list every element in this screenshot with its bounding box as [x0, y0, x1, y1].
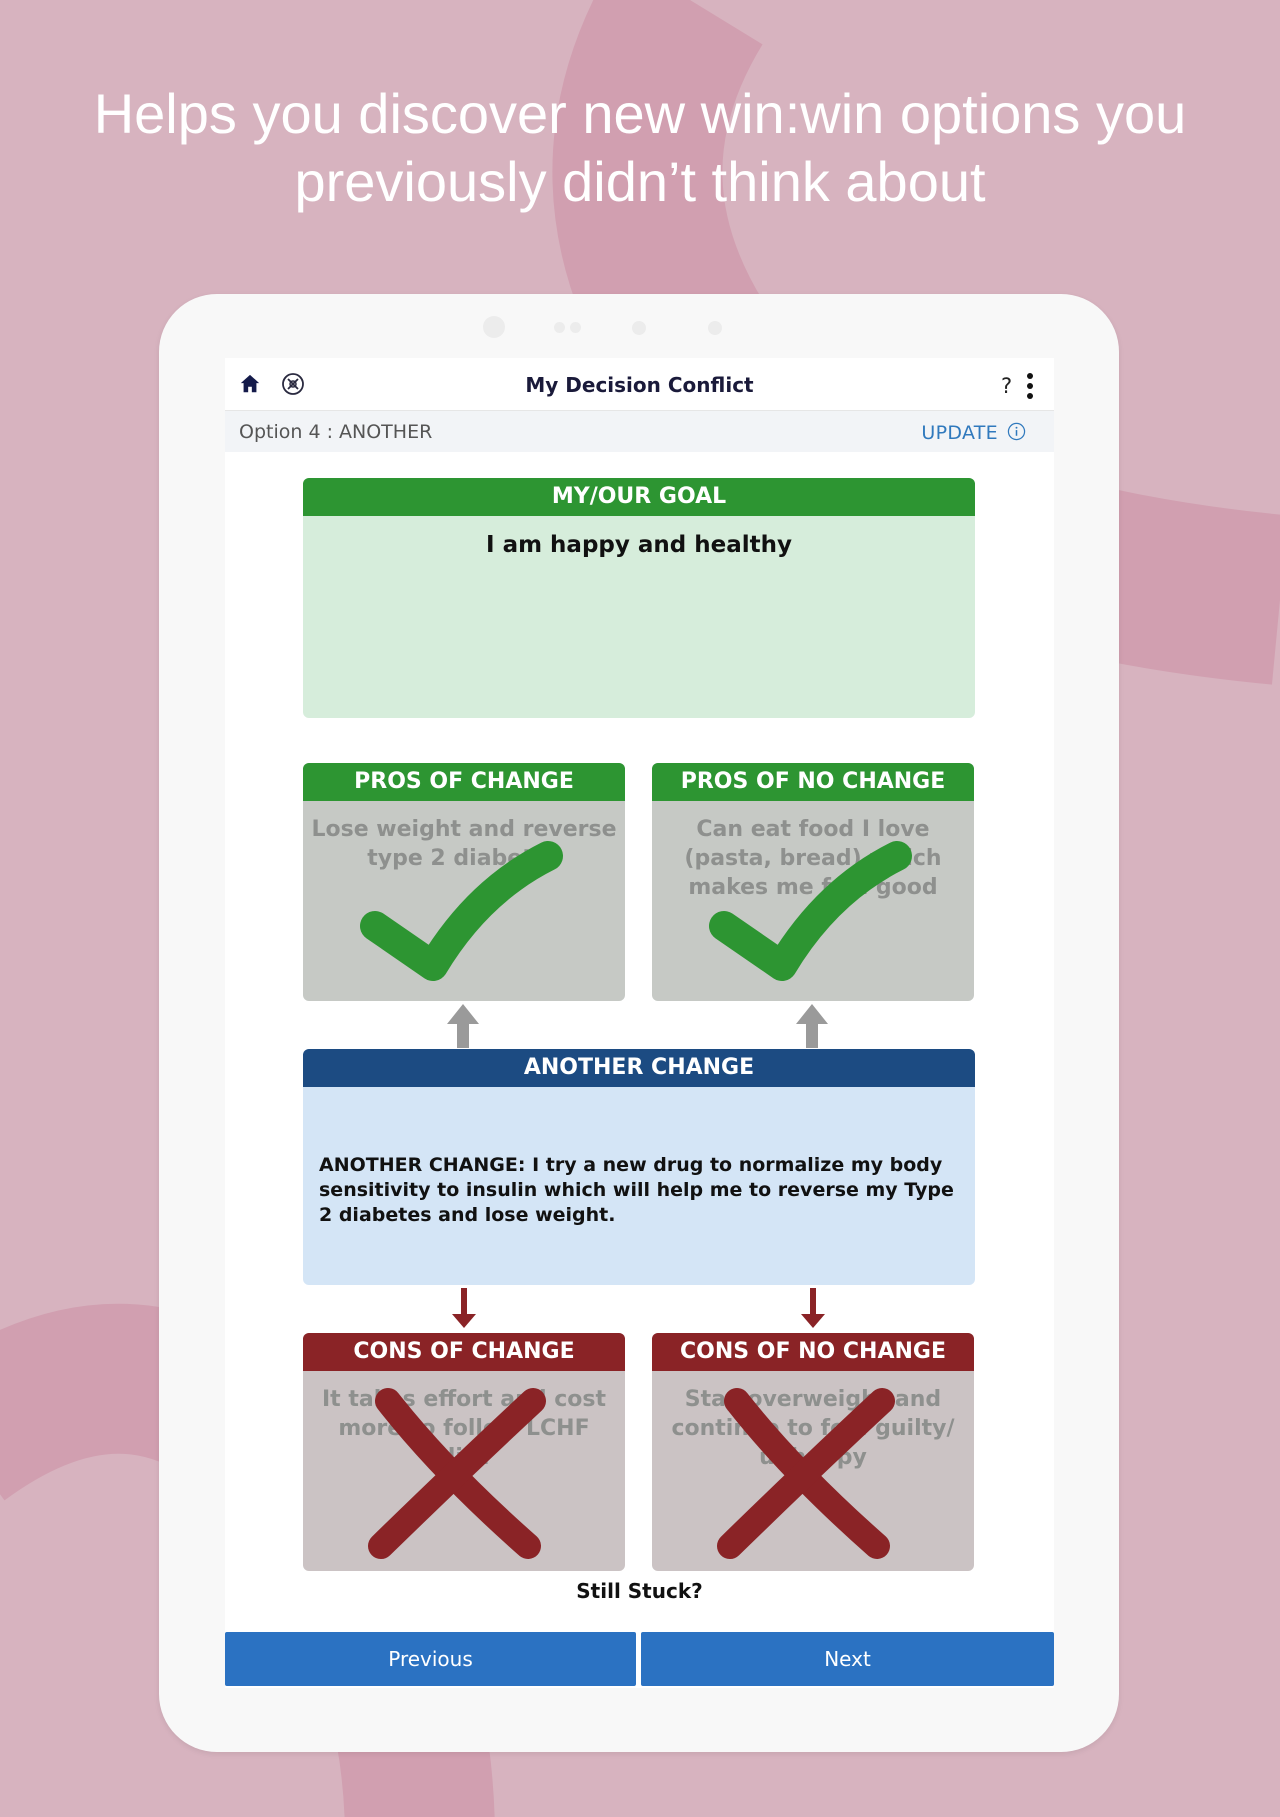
tablet-frame — [159, 294, 1119, 1752]
tools-icon[interactable] — [281, 372, 305, 396]
another-change-header: ANOTHER CHANGE — [303, 1049, 975, 1087]
another-change-card[interactable] — [303, 1049, 975, 1285]
still-stuck-link[interactable]: Still Stuck? — [576, 1579, 703, 1603]
goal-text: I am happy and healthy — [486, 532, 792, 558]
cons-of-change-text: It takes effort and cost more to follow LCHF diet — [321, 1387, 606, 1470]
cons-of-change-header: CONS OF CHANGE — [303, 1333, 625, 1371]
pros-of-change-header: PROS OF CHANGE — [303, 763, 625, 801]
cons-of-change-card[interactable] — [303, 1333, 625, 1571]
headline-line-1: Helps you discover new win:win options you — [93, 82, 1187, 145]
pros-of-no-change-text: Can eat food I love (pasta, bread) which makes me feel good — [684, 817, 942, 900]
cons-of-no-change-card[interactable] — [652, 1333, 974, 1571]
app-screen — [225, 358, 1054, 1688]
down-arrow-icon — [800, 1288, 826, 1328]
home-icon[interactable] — [239, 373, 261, 395]
another-change-text: ANOTHER CHANGE: I try a new drug to normalize my body sensitivity to insulin which will help me to reverse my Type 2 diabetes and lose weight. — [319, 1154, 954, 1226]
goal-card — [303, 478, 975, 718]
sensor-dot — [554, 322, 565, 333]
option-bar — [225, 411, 1054, 452]
info-icon[interactable] — [1007, 422, 1026, 441]
app-title: My Decision Conflict — [525, 373, 754, 397]
pros-of-change-card[interactable] — [303, 763, 625, 1001]
pros-of-no-change-card[interactable] — [652, 763, 974, 1001]
cons-of-no-change-header: CONS OF NO CHANGE — [652, 1333, 974, 1371]
sensor-dot — [632, 321, 646, 335]
update-button[interactable]: UPDATE — [921, 422, 998, 444]
up-arrow-icon — [445, 1004, 481, 1048]
help-button[interactable]: ? — [1001, 374, 1013, 398]
up-arrow-icon — [794, 1004, 830, 1048]
goal-header: MY/OUR GOAL — [303, 478, 975, 516]
next-button[interactable]: Next — [641, 1632, 1054, 1686]
previous-button[interactable]: Previous — [225, 1632, 636, 1686]
checkmark-icon — [303, 801, 625, 1001]
cross-icon — [303, 1371, 625, 1571]
pros-of-no-change-header: PROS OF NO CHANGE — [652, 763, 974, 801]
sensor-dot — [708, 321, 722, 335]
pros-of-change-text: Lose weight and reverse type 2 diabetes — [311, 817, 617, 871]
headline — [60, 80, 1220, 216]
cons-of-no-change-text: Stay overweight and continue to feel guilty/ unhappy — [671, 1387, 955, 1470]
camera-dot — [483, 316, 505, 338]
headline-line-2: previously didn’t think about — [294, 150, 986, 213]
app-bar — [225, 358, 1054, 411]
option-label: Option 4 : ANOTHER — [239, 421, 433, 443]
down-arrow-icon — [451, 1288, 477, 1328]
checkmark-icon — [652, 801, 974, 1001]
cross-icon — [652, 1371, 974, 1571]
more-vertical-icon[interactable] — [1026, 372, 1034, 400]
sensor-dot — [570, 322, 581, 333]
